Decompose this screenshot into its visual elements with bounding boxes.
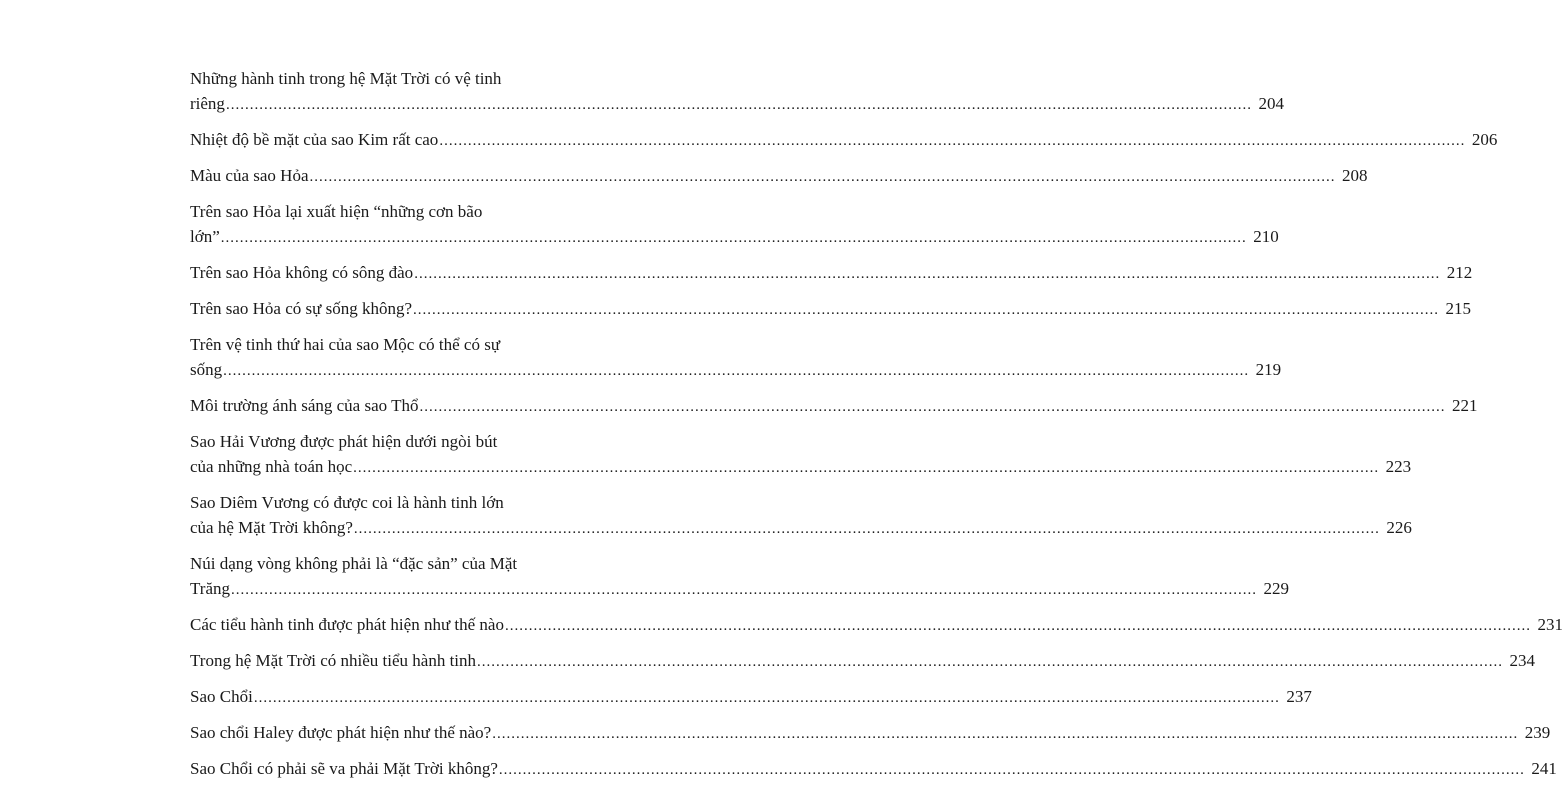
- toc-entry-line: [190, 551, 564, 576]
- dot-leader: [353, 456, 1379, 481]
- page-number: 229: [1263, 579, 1289, 598]
- toc-entry-line-last: [190, 756, 1557, 781]
- toc-entry[interactable]: [190, 393, 1478, 418]
- page-number: 219: [1255, 360, 1282, 379]
- dot-leader: [354, 517, 1380, 542]
- page-number: 239: [1524, 723, 1551, 742]
- toc-entry-line: [190, 66, 564, 91]
- toc-entry-line-last: [190, 454, 1412, 479]
- toc-entry-title-cont: riêng: [190, 94, 225, 113]
- dot-leader: [414, 262, 1440, 287]
- dot-leader: [477, 650, 1503, 675]
- toc-entry-title: Trên vệ tinh thứ hai của sao Mộc có thể có sự: [190, 335, 501, 354]
- page-number: 208: [1342, 166, 1368, 185]
- toc-entry-title: Trên sao Hỏa không có sông đào: [190, 263, 414, 282]
- table-of-contents: [190, 66, 1563, 792]
- page-number: 204: [1258, 94, 1284, 113]
- toc-entry[interactable]: [190, 163, 1368, 188]
- toc-entry-title-cont: của những nhà toán học: [190, 457, 353, 476]
- toc-entry-line-last: [190, 612, 1563, 637]
- toc-entry[interactable]: [190, 127, 1498, 152]
- toc-entry-line-last: [190, 393, 1478, 418]
- page-number: 234: [1509, 651, 1536, 670]
- toc-entry[interactable]: [190, 332, 1282, 382]
- toc-entry-title-cont: của hệ Mặt Trời không?: [190, 518, 353, 537]
- toc-entry[interactable]: [190, 612, 1563, 637]
- dot-leader: [413, 298, 1439, 323]
- toc-entry[interactable]: [190, 490, 1412, 540]
- toc-entry-line-last: [190, 260, 1473, 285]
- toc-entry-title: Sao Hải Vương được phát hiện dưới ngòi bút: [190, 432, 498, 451]
- toc-entry-title: Trong hệ Mặt Trời có nhiều tiểu hành tinh: [190, 651, 477, 670]
- toc-entry-title-cont: lớn”: [190, 227, 220, 246]
- toc-entry-line: [190, 332, 564, 357]
- dot-leader: [223, 359, 1249, 384]
- page-number: 210: [1253, 227, 1279, 246]
- page-number: 231: [1537, 615, 1563, 634]
- toc-entry[interactable]: [190, 551, 1289, 601]
- toc-entry[interactable]: [190, 260, 1473, 285]
- toc-entry[interactable]: [190, 684, 1312, 709]
- toc-entry-line-last: [190, 163, 1368, 188]
- toc-entry-title: Sao Diêm Vương có được coi là hành tinh lớn: [190, 493, 504, 512]
- dot-leader: [231, 578, 1257, 603]
- toc-entry-line-last: [190, 357, 1282, 382]
- dot-leader: [226, 93, 1252, 118]
- toc-entry-line-last: [190, 224, 1279, 249]
- toc-entry-title: Nhiệt độ bề mặt của sao Kim rất cao: [190, 130, 439, 149]
- toc-entry-title: Những hành tinh trong hệ Mặt Trời có vệ tinh: [190, 69, 502, 88]
- dot-leader: [492, 722, 1518, 747]
- page-number: 226: [1386, 518, 1412, 537]
- page-number: 221: [1451, 396, 1478, 415]
- dot-leader: [499, 758, 1525, 783]
- toc-entry-line-last: [190, 296, 1472, 321]
- toc-entry[interactable]: [190, 429, 1412, 479]
- page-number: 223: [1385, 457, 1412, 476]
- page-number: 215: [1445, 299, 1472, 318]
- toc-entry-line-last: [190, 648, 1536, 673]
- toc-entry-line-last: [190, 91, 1284, 116]
- toc-entry-line: [190, 429, 564, 454]
- toc-entry[interactable]: [190, 296, 1472, 321]
- dot-leader: [419, 395, 1445, 420]
- toc-entry-title-cont: Trăng: [190, 579, 230, 598]
- toc-entry-title-cont: sống: [190, 360, 223, 379]
- toc-entry-line: [190, 490, 564, 515]
- toc-entry-title: Môi trường ánh sáng của sao Thổ: [190, 396, 419, 415]
- toc-entry[interactable]: [190, 199, 1279, 249]
- page-number: 206: [1471, 130, 1498, 149]
- toc-entry-title: Sao chổi Haley được phát hiện như thế nào?: [190, 723, 492, 742]
- toc-entry-line-last: [190, 576, 1289, 601]
- toc-entry-line-last: [190, 127, 1498, 152]
- toc-entry-line: [190, 199, 564, 224]
- toc-entry-line-last: [190, 684, 1312, 709]
- page-number: 241: [1531, 759, 1557, 778]
- toc-entry-title: Sao Chổi có phải sẽ va phải Mặt Trời không?: [190, 759, 498, 778]
- dot-leader: [505, 614, 1531, 639]
- dot-leader: [310, 165, 1336, 190]
- dot-leader: [221, 226, 1247, 251]
- dot-leader: [439, 129, 1465, 154]
- toc-entry-title: Sao Chổi: [190, 687, 253, 706]
- toc-entry[interactable]: [190, 648, 1536, 673]
- dot-leader: [254, 686, 1280, 711]
- toc-entry-title: Các tiểu hành tinh được phát hiện như thế nào: [190, 615, 504, 634]
- toc-entry-line-last: [190, 720, 1551, 745]
- toc-entry-title: Trên sao Hỏa có sự sống không?: [190, 299, 413, 318]
- toc-entry-title: Màu của sao Hỏa: [190, 166, 309, 185]
- toc-entry[interactable]: [190, 720, 1551, 745]
- page-number: 237: [1286, 687, 1312, 706]
- toc-entry-title: Núi dạng vòng không phải là “đặc sản” của Mặt: [190, 554, 518, 573]
- toc-entry-title: Trên sao Hỏa lại xuất hiện “những cơn bão: [190, 202, 483, 221]
- toc-entry[interactable]: [190, 756, 1557, 781]
- toc-entry[interactable]: [190, 66, 1284, 116]
- toc-entry-line-last: [190, 515, 1412, 540]
- page-number: 212: [1446, 263, 1473, 282]
